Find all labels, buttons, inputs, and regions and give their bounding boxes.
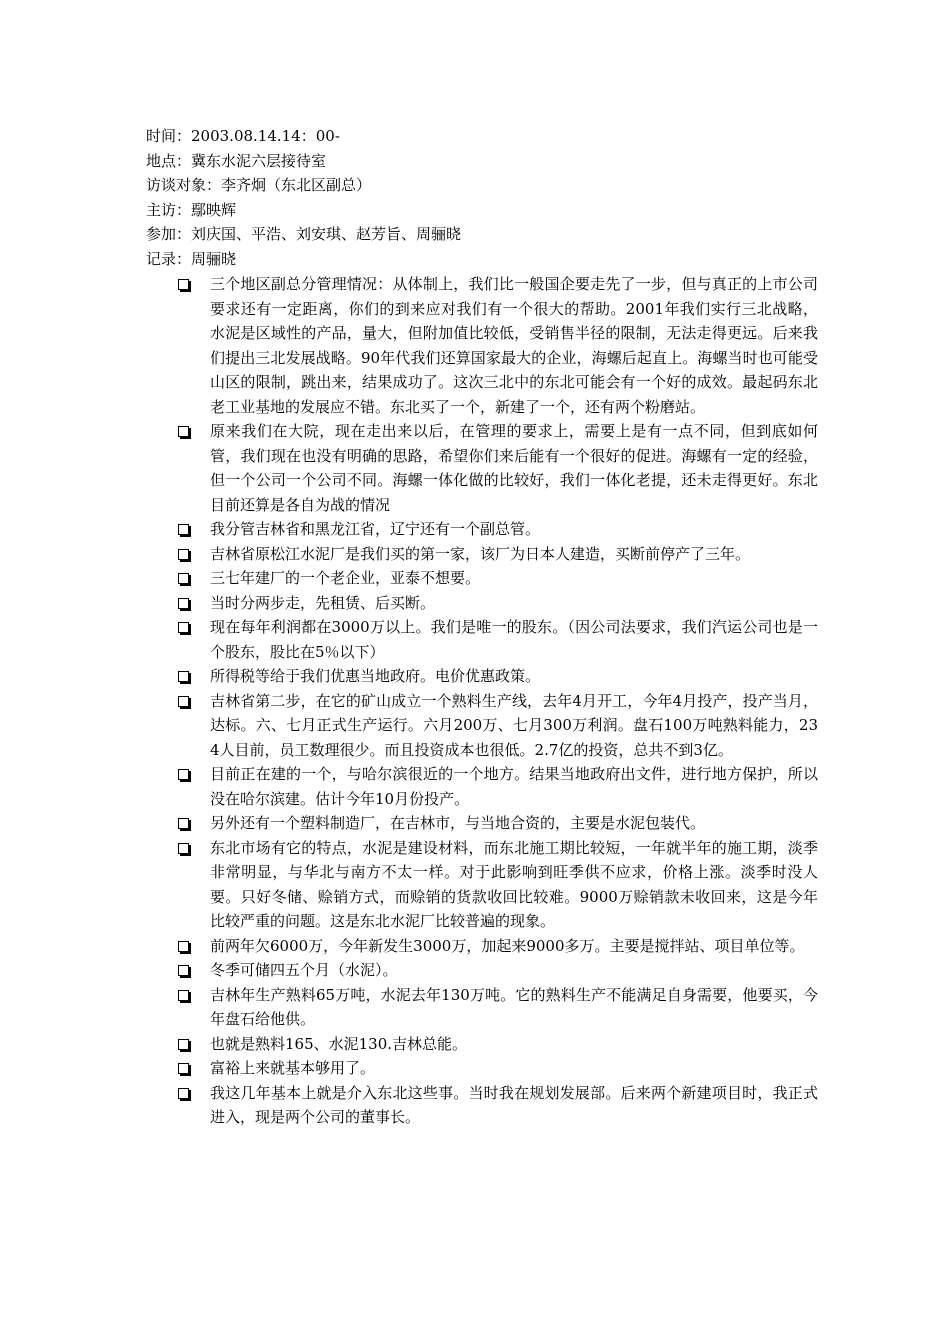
list-item (178, 517, 818, 542)
checkbox-bullet-icon (178, 279, 189, 290)
list-item-text: 三七年建厂的一个老企业，亚泰不想要。 (210, 569, 481, 587)
checkbox-bullet-icon (178, 1088, 189, 1099)
list-item-text: 我这几年基本上就是介入东北这些事。当时我在规划发展部。后来两个新建项目时，我正式进入，现是两个公司的董事长。 (210, 1083, 818, 1126)
list-item-text: 冬季可储四五个月（水泥）。 (210, 961, 398, 979)
list-item (178, 664, 818, 689)
checkbox-bullet-icon (178, 524, 189, 535)
time-line: 时间：2003.08.14.14：00- (146, 127, 340, 145)
list-item-text: 吉林省原松江水泥厂是我们买的第一家，该厂为日本人建造，买断前停产了三年。 (210, 544, 751, 563)
checkbox-bullet-icon (178, 843, 189, 854)
notes-list (178, 272, 818, 1130)
list-item (178, 1032, 818, 1057)
list-item (178, 836, 818, 934)
list-item-text: 当时分两步走，先租赁、后买断。 (210, 593, 436, 612)
checkbox-bullet-icon (178, 1039, 189, 1050)
list-item (178, 934, 818, 959)
checkbox-bullet-icon (178, 426, 189, 437)
checkbox-bullet-icon (178, 549, 189, 560)
list-item (178, 615, 818, 664)
list-item (178, 419, 818, 517)
checkbox-bullet-icon (178, 622, 189, 633)
list-item (178, 272, 818, 419)
list-item-text: 吉林年生产熟料65万吨，水泥去年130万吨。它的熟料生产不能满足自身需要，他要买，今年盘石给他供。 (210, 985, 818, 1028)
list-item-text: 富裕上来就基本够用了。 (210, 1059, 376, 1077)
place-line: 地点：冀东水泥六层接待室 (146, 151, 327, 170)
list-item-text: 也就是熟料165、水泥130.吉林总能。 (210, 1034, 468, 1053)
checkbox-bullet-icon (178, 1063, 189, 1074)
checkbox-bullet-icon (178, 696, 189, 707)
checkbox-bullet-icon (178, 941, 189, 952)
list-item (178, 1081, 818, 1130)
list-item-text: 吉林省第二步，在它的矿山成立一个熟料生产线，去年4月开工，今年4月投产，投产当月，达标。六、七月正式生产运行。六月200万、七月300万利润。盘石100万吨熟料能力，234人目前，员工数理很少。而且投资成本也很低。2.7亿的投资，总共不到3亿。 (210, 691, 818, 759)
list-item (178, 591, 818, 616)
list-item (178, 1056, 818, 1081)
checkbox-bullet-icon (178, 818, 189, 829)
list-item-text: 东北市场有它的特点，水泥是建设材料，而东北施工期比较短，一年就半年的施工期，淡季非常明显，与华北与南方不太一样。对于此影响到旺季供不应求，价格上涨。淡季时没人要。只好冬储、赊销方式，而赊销的货款收回比较难。9000万赊销款未收回来，这是今年比较严重的问题。这是东北水泥厂比较普遍的现象。 (210, 838, 818, 930)
interview-header (146, 124, 846, 271)
list-item-text: 所得税等给于我们优惠当地政府。电价优惠政策。 (210, 667, 541, 685)
list-item (178, 983, 818, 1032)
list-item (178, 566, 818, 591)
list-item-text: 原来我们在大院，现在走出来以后，在管理的要求上，需要上是有一点不同，但到底如何管，我们现在也没有明确的思路，希望你们来后能有一个很好的促进。海螺有一定的经验，但一个公司一个公司不同。海螺一体化做的比较好，我们一体化老提，还未走得更好。东北目前还算是各自为战的情况 (210, 422, 818, 514)
interviewee-line: 访谈对象：李齐炯（东北区副总） (146, 176, 372, 194)
list-item (178, 958, 818, 983)
checkbox-bullet-icon (178, 671, 189, 682)
list-item (178, 542, 818, 567)
list-item (178, 689, 818, 763)
host-line: 主访：鄢映辉 (146, 200, 237, 219)
list-item-text: 前两年欠6000万，今年新发生3000万，加起来9000多万。主要是搅拌站、项目单位等。 (210, 936, 805, 955)
recorder-line: 记录：周骊晓 (146, 249, 237, 268)
checkbox-bullet-icon (178, 573, 189, 584)
list-item-text: 目前正在建的一个，与哈尔滨很近的一个地方。结果当地政府出文件，进行地方保护，所以没在哈尔滨建。估计今年10月份投产。 (210, 765, 818, 808)
checkbox-bullet-icon (178, 769, 189, 780)
list-item-text: 现在每年利润都在3000万以上。我们是唯一的股东。（因公司法要求，我们汽运公司也是一个股东，股比在5％以下） (210, 618, 818, 661)
checkbox-bullet-icon (178, 990, 189, 1001)
list-item-text: 三个地区副总分管理情况：从体制上，我们比一般国企要走先了一步，但与真正的上市公司要求还有一定距离，你们的到来应对我们有一个很大的帮助。2001年我们实行三北战略，水泥是区域性的产品，量大，但附加值比较低，受销售半径的限制，无法走得更远。后来我们提出三北发展战略。90年代我们还算国家最大的企业，海螺后起直上。海螺当时也可能受山区的限制，跳出来，结果成功了。这次三北中的东北可能会有一个好的成效。最起码东北老工业基地的发展应不错。东北买了一个，新建了一个，还有两个粉磨站。 (210, 275, 818, 416)
list-item (178, 762, 818, 811)
checkbox-bullet-icon (178, 965, 189, 976)
list-item-text: 另外还有一个塑料制造厂，在吉林市，与当地合资的，主要是水泥包装代。 (210, 814, 706, 832)
participants-line: 参加：刘庆国、平浩、刘安琪、赵芳旨、周骊晓 (146, 225, 462, 243)
list-item (178, 811, 818, 836)
list-item-text: 我分管吉林省和黑龙江省，辽宁还有一个副总管。 (210, 520, 541, 538)
checkbox-bullet-icon (178, 598, 189, 609)
